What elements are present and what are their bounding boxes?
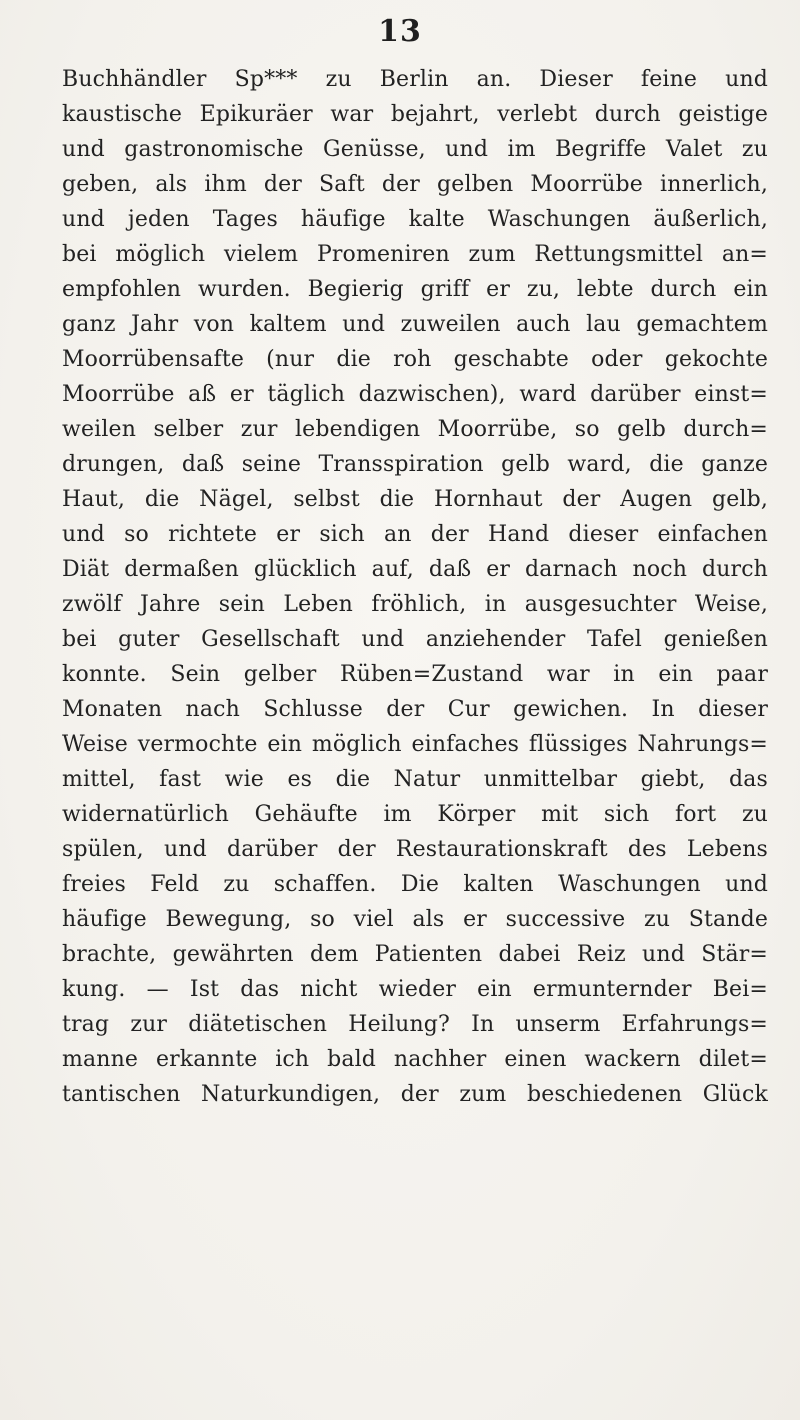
text-line: und gastronomische Genüsse, und im Begriffe Valet zu	[62, 137, 768, 162]
text-line: kung. — Ist das nicht wieder ein ermunternder Bei=	[62, 977, 768, 1002]
text-line: trag zur diätetischen Heilung? In unserm Erfahrungs=	[62, 1012, 768, 1037]
text-line: Buchhändler Sp*** zu Berlin an. Dieser feine und	[62, 67, 768, 92]
text-line: geben, als ihm der Saft der gelben Moorrübe innerlich,	[62, 172, 768, 197]
text-line: Weise vermochte ein möglich einfaches flüssiges Nahrungs=	[62, 732, 768, 757]
text-line: mittel, fast wie es die Natur unmittelbar giebt, das	[62, 767, 768, 792]
text-line: spülen, und darüber der Restaurationskraft des Lebens	[62, 837, 768, 862]
text-line: häufige Bewegung, so viel als er successive zu Stande	[62, 907, 768, 932]
text-line: widernatürlich Gehäufte im Körper mit sich fort zu	[62, 802, 768, 827]
text-line: freies Feld zu schaffen. Die kalten Waschungen und	[62, 872, 768, 897]
body-text	[62, 62, 768, 1112]
text-line: bei guter Gesellschaft und anziehender Tafel genießen	[62, 627, 768, 652]
text-line: weilen selber zur lebendigen Moorrübe, so gelb durch=	[62, 417, 768, 442]
text-line: manne erkannte ich bald nachher einen wackern dilet=	[62, 1047, 768, 1072]
text-line: und so richtete er sich an der Hand dieser einfachen	[62, 522, 768, 547]
text-line: tantischen Naturkundigen, der zum beschiedenen Glück	[62, 1082, 768, 1107]
text-line: ganz Jahr von kaltem und zuweilen auch lau gemachtem	[62, 312, 768, 337]
text-line: konnte. Sein gelber Rüben=Zustand war in ein paar	[62, 662, 768, 687]
text-line: zwölf Jahre sein Leben fröhlich, in ausgesuchter Weise,	[62, 592, 768, 617]
text-line: drungen, daß seine Transspiration gelb ward, die ganze	[62, 452, 768, 477]
text-line: kaustische Epikuräer war bejahrt, verlebt durch geistige	[62, 102, 768, 127]
text-line: Diät dermaßen glücklich auf, daß er darnach noch durch	[62, 557, 768, 582]
text-line: empfohlen wurden. Begierig griff er zu, lebte durch ein	[62, 277, 768, 302]
text-line: bei möglich vielem Promeniren zum Rettungsmittel an=	[62, 242, 768, 267]
text-line: Haut, die Nägel, selbst die Hornhaut der Augen gelb,	[62, 487, 768, 512]
text-line: und jeden Tages häufige kalte Waschungen äußerlich,	[62, 207, 768, 232]
page-number: 13	[378, 14, 422, 49]
text-line: Moorrübensafte (nur die roh geschabte oder gekochte	[62, 347, 768, 372]
text-line: brachte, gewährten dem Patienten dabei Reiz und Stär=	[62, 942, 768, 967]
text-line: Monaten nach Schlusse der Cur gewichen. In dieser	[62, 697, 768, 722]
text-line: Moorrübe aß er täglich dazwischen), ward darüber einst=	[62, 382, 768, 407]
